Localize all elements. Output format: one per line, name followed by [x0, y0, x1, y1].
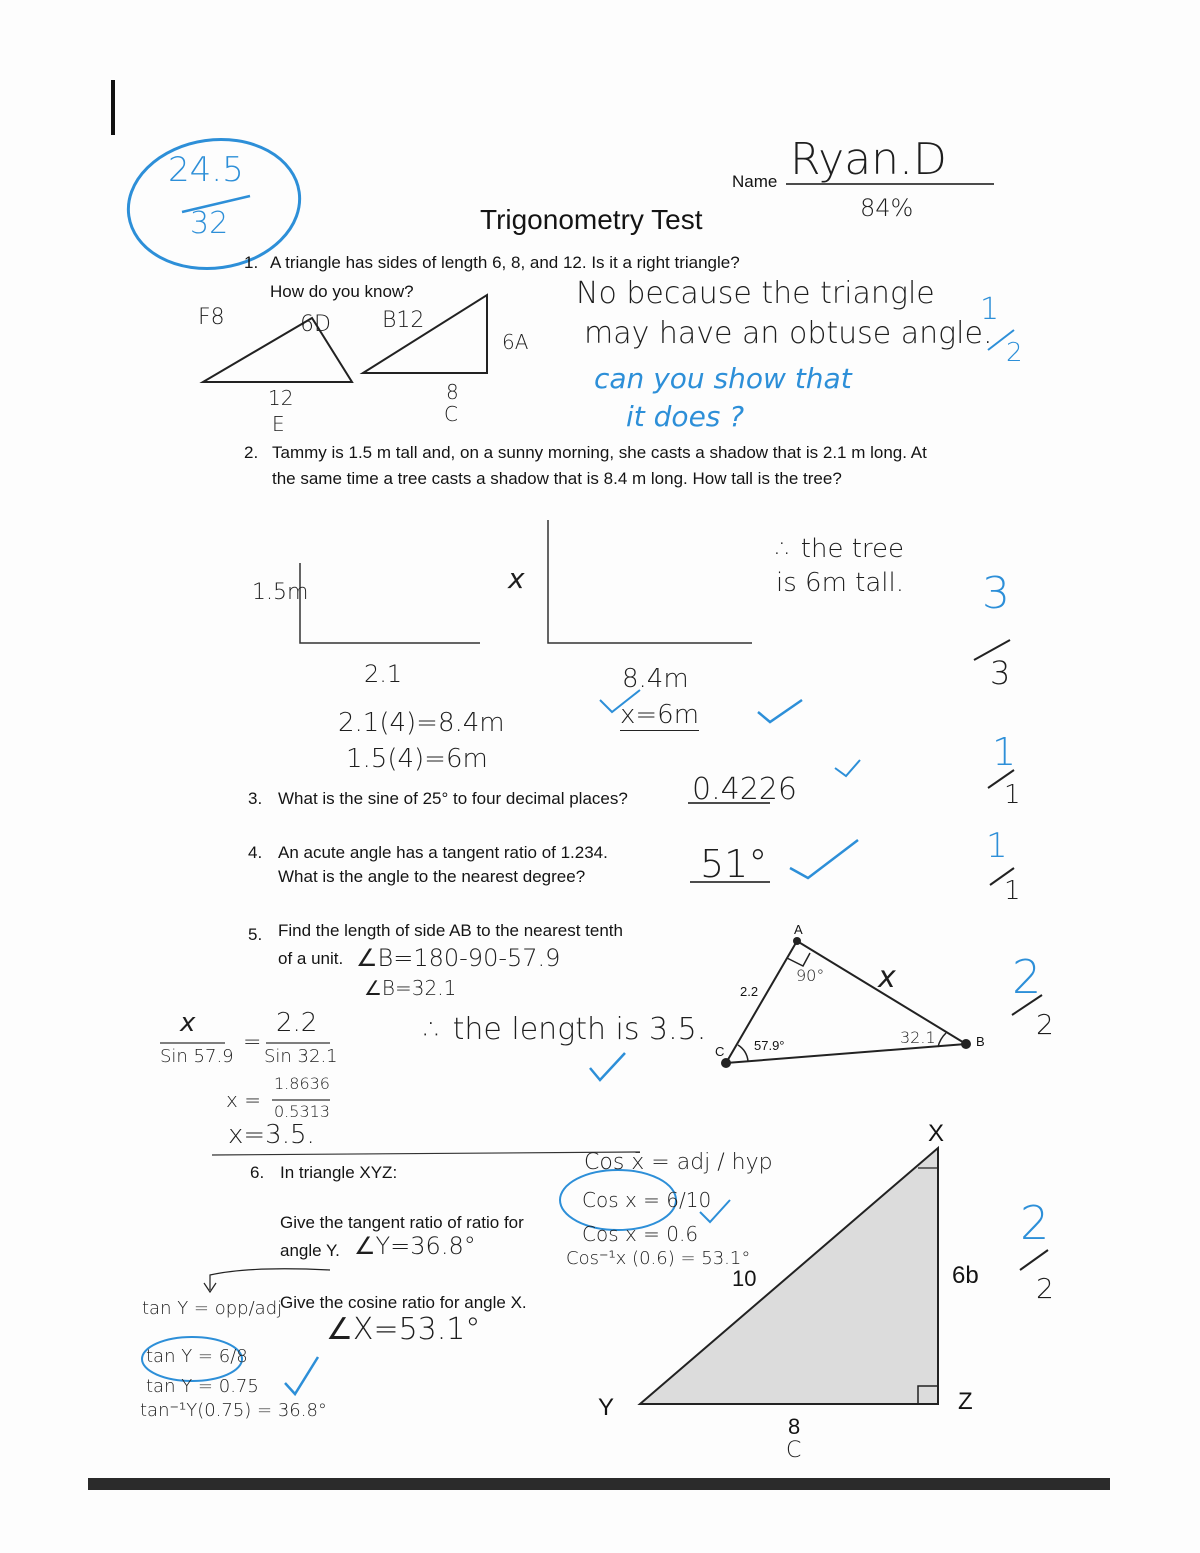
q1-teacher-comment-1: can you show that	[594, 362, 852, 395]
q2-number: 2.	[244, 443, 259, 462]
q1-text-line2: How do you know?	[270, 282, 414, 301]
q2-tree-figure	[548, 520, 752, 643]
q5-vertex-b	[961, 1039, 971, 1049]
q5-right-angle-mark	[787, 953, 810, 966]
q1-mark-bottom: 2	[1006, 338, 1023, 368]
q2-fig-height-right: x	[508, 562, 525, 595]
q2-mark-bottom: 3	[990, 654, 1011, 692]
score-top: 24.5	[168, 150, 244, 190]
q5-vertex-c	[721, 1058, 731, 1068]
q6-tan-work-3: tan Y = 0.75	[146, 1376, 259, 1397]
q6-part-a-line1: Give the tangent ratio of ratio for	[280, 1213, 524, 1232]
q6-tan-work-4: tan⁻¹Y(0.75) = 36.8°	[140, 1400, 327, 1421]
q3-number: 3.	[248, 789, 263, 808]
q6-vertex-x-label: X	[928, 1120, 945, 1147]
q4-mark-bottom: 1	[1004, 876, 1021, 906]
q1-label-f8: F8	[198, 305, 225, 330]
q5-conclusion: ∴ the length is 3.5.	[424, 1012, 707, 1047]
q5-check	[590, 1053, 625, 1080]
q3-text: What is the sine of 25° to four decimal places?	[278, 789, 628, 808]
q5-step-final: x=3.5.	[228, 1120, 315, 1150]
q5-step-bottom: 0.5313	[274, 1102, 330, 1121]
q5-ratio-eq: =	[243, 1030, 262, 1055]
q5-angle-arc-c	[738, 1045, 748, 1061]
q5-work-angle-b-1: ∠B=180-90-57.9	[356, 944, 561, 972]
q6-cos-work-2: Cos x = 6/10	[582, 1188, 712, 1212]
q6-side-xz-label: 6b	[952, 1262, 979, 1289]
q5-angle-b-label: 32.1	[900, 1028, 936, 1047]
q2-work-answer: x=6m	[620, 700, 700, 730]
q5-angle-c-label: 57.9°	[754, 1038, 785, 1053]
q2-text-line2: the same time a tree casts a shadow that is 8.4 m long. How tall is the tree?	[272, 469, 842, 488]
q6-mark-bar	[1020, 1250, 1048, 1270]
q6-cos-work-1: Cos x = adj / hyp	[584, 1150, 773, 1175]
page-bottom-edge	[88, 1478, 1110, 1490]
name-label: Name	[732, 172, 778, 191]
q6-part-b-answer: ∠X=53.1°	[326, 1312, 481, 1347]
q6-side-yz-label: 8	[788, 1414, 801, 1439]
q6-vertex-y-label: Y	[598, 1394, 615, 1421]
q1-answer-line2: may have an obtuse angle.	[584, 316, 993, 351]
q5-angle-a-label: 90°	[796, 966, 825, 985]
q6-vertex-z-label: Z	[958, 1388, 973, 1415]
q5-text-line2: of a unit.	[278, 949, 344, 968]
q3-mark-bottom: 1	[1004, 780, 1021, 810]
q6-mark-top: 2	[1020, 1196, 1050, 1250]
q6-number: 6.	[250, 1163, 265, 1182]
score-bottom: 32	[190, 206, 229, 241]
q6-text: In triangle XYZ:	[280, 1163, 398, 1182]
q5-text-line1: Find the length of side AB to the nearest tenth	[278, 921, 623, 940]
q1-label-c: C	[444, 402, 458, 426]
q5-ratio-left-bottom: Sin 57.9	[160, 1046, 234, 1067]
q5-work-angle-b-2: ∠B=32.1	[364, 976, 457, 1000]
q6-tan-work-2: tan Y = 6/8	[146, 1346, 248, 1367]
q6-cos-work-4: Cos⁻¹x (0.6) = 53.1°	[566, 1248, 751, 1269]
q5-vertex-c-label: C	[715, 1044, 725, 1059]
q6-mark-bottom: 2	[1036, 1272, 1054, 1305]
q5-separator	[212, 1152, 640, 1155]
q1-label-b12: B12	[382, 308, 425, 333]
q1-triangle-right	[363, 295, 487, 373]
q5-vertex-a-label: A	[794, 922, 803, 937]
q5-number: 5.	[248, 925, 263, 944]
q5-ratio-right-top: 2.2	[276, 1008, 318, 1038]
q1-mark-top: 1	[980, 292, 1000, 327]
q3-mark-top: 1	[992, 730, 1017, 774]
q5-vertex-a	[793, 937, 801, 945]
q5-ratio-left-top: x	[180, 1008, 196, 1038]
q6-tan-work-1: tan Y = opp/adj	[142, 1298, 283, 1319]
q1-text-line1: A triangle has sides of length 6, 8, and 12. Is it a right triangle?	[270, 253, 740, 272]
q1-answer-line1: No because the triangle	[576, 276, 935, 311]
q2-text-line1: Tammy is 1.5 m tall and, on a sunny morning, she casts a shadow that is 2.1 m long. At	[272, 443, 927, 462]
q2-fig-height-left: 1.5m	[252, 580, 309, 605]
q2-conclusion-line2: is 6m tall.	[776, 568, 905, 598]
q4-text-line1: An acute angle has a tangent ratio of 1.234.	[278, 843, 608, 862]
q2-fig-base-right: 8.4m	[622, 664, 689, 694]
q3-answer: 0.4226	[692, 772, 797, 807]
q3-check	[835, 760, 860, 776]
q6-side-hyp-label: 10	[732, 1266, 757, 1291]
q1-label-6a: 6A	[502, 330, 529, 354]
q6-part-a-answer: ∠Y=36.8°	[354, 1232, 476, 1260]
q2-tammy-figure	[300, 563, 480, 643]
q5-mark-top: 2	[1012, 950, 1042, 1004]
q5-side-ac-label: 2.2	[740, 984, 759, 999]
q5-mark-bottom: 2	[1036, 1008, 1054, 1041]
q1-label-8: 8	[446, 380, 459, 404]
q6-part-a-line2: angle Y.	[280, 1241, 340, 1260]
q1-number: 1.	[244, 253, 259, 272]
q4-number: 4.	[248, 843, 263, 862]
q2-conclusion-line1: ∴ the tree	[776, 534, 905, 564]
q6-check-tan	[285, 1357, 318, 1394]
score-percent: 84%	[860, 194, 914, 222]
q1-label-12: 12	[268, 386, 294, 410]
q6-triangle	[640, 1148, 938, 1404]
q6-part-b: Give the cosine ratio for angle X.	[280, 1293, 527, 1312]
q2-mark-top: 3	[982, 568, 1010, 619]
q1-label-e: E	[272, 412, 285, 436]
q5-step-top: 1.8636	[274, 1074, 330, 1093]
q5-ratio-right-bottom: Sin 32.1	[264, 1046, 338, 1067]
q5-vertex-b-label: B	[976, 1034, 985, 1049]
q6-cos-work-3: Cos x = 0.6	[582, 1222, 699, 1246]
q6-side-yz-hand: C	[786, 1438, 802, 1463]
q2-work-line2: 1.5(4)=6m	[346, 744, 488, 774]
q5-step-x: x =	[226, 1088, 261, 1112]
q4-mark-top: 1	[986, 826, 1008, 866]
q5-side-ab-label: x	[878, 960, 896, 995]
q2-check-2	[758, 700, 802, 722]
q2-fig-base-left: 2.1	[364, 660, 403, 688]
page-title: Trigonometry Test	[480, 204, 703, 235]
q4-answer: 51°	[700, 842, 768, 886]
q1-teacher-comment-2: it does ?	[626, 400, 745, 433]
q6-arrow	[210, 1269, 330, 1290]
q4-text-line2: What is the angle to the nearest degree?	[278, 867, 586, 886]
q1-label-6d: 6D	[300, 312, 331, 337]
student-name: Ryan.D	[790, 134, 947, 185]
q2-work-line1: 2.1(4)=8.4m	[338, 708, 505, 738]
q4-check	[790, 840, 858, 878]
